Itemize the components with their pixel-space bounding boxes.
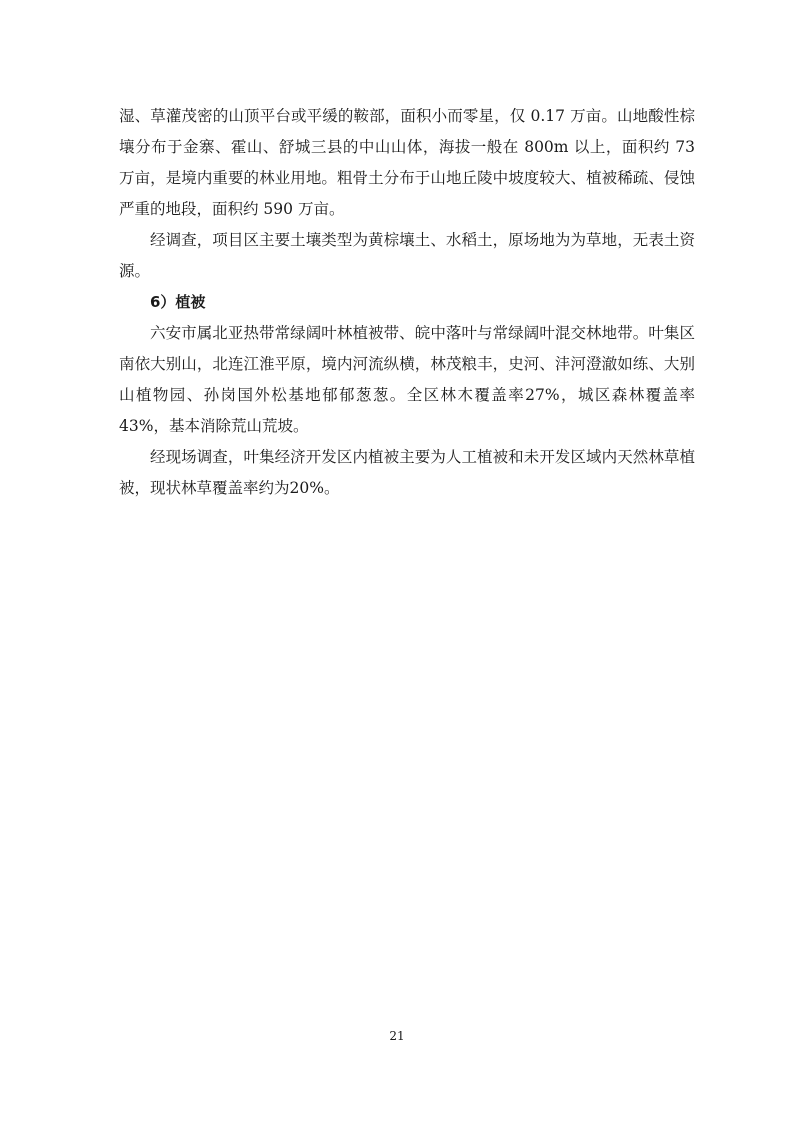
paragraph-vegetation-survey: 经现场调查，叶集经济开发区内植被主要为人工植被和未开发区域内天然林草植被，现状林草覆盖率约为20%。 [119,448,695,497]
paragraph-vegetation-overview: 六安市属北亚热带常绿阔叶林植被带、皖中落叶与常绿阔叶混交林地带。叶集区南依大别山，北连江淮平原，境内河流纵横，林茂粮丰，史河、沣河澄澈如练、大别山植物园、孙岗国外松基地郁郁葱葱。全区林木覆盖率27%，城区森林覆盖率43%，基本消除荒山荒坡。 [119,324,695,435]
page-number: 21 [389,1029,405,1043]
paragraph-soil-distribution: 湿、草灌茂密的山顶平台或平缓的鞍部，面积小而零星，仅 0.17 万亩。山地酸性棕壤分布于金寨、霍山、舒城三县的中山山体，海拔一般在 800m 以上，面积约 73 万亩，是境内重要的林业用地。粗骨土分布于山地丘陵中坡度较大、植被稀疏、侵蚀严重的地段，面积约 590 万亩。 [119,107,695,218]
section-heading-vegetation: 6）植被 [150,293,206,311]
paragraph-soil-survey: 经调查，项目区主要土壤类型为黄棕壤土、水稻土，原场地为为草地，无表土资源。 [119,231,695,280]
document-body [119,101,695,504]
